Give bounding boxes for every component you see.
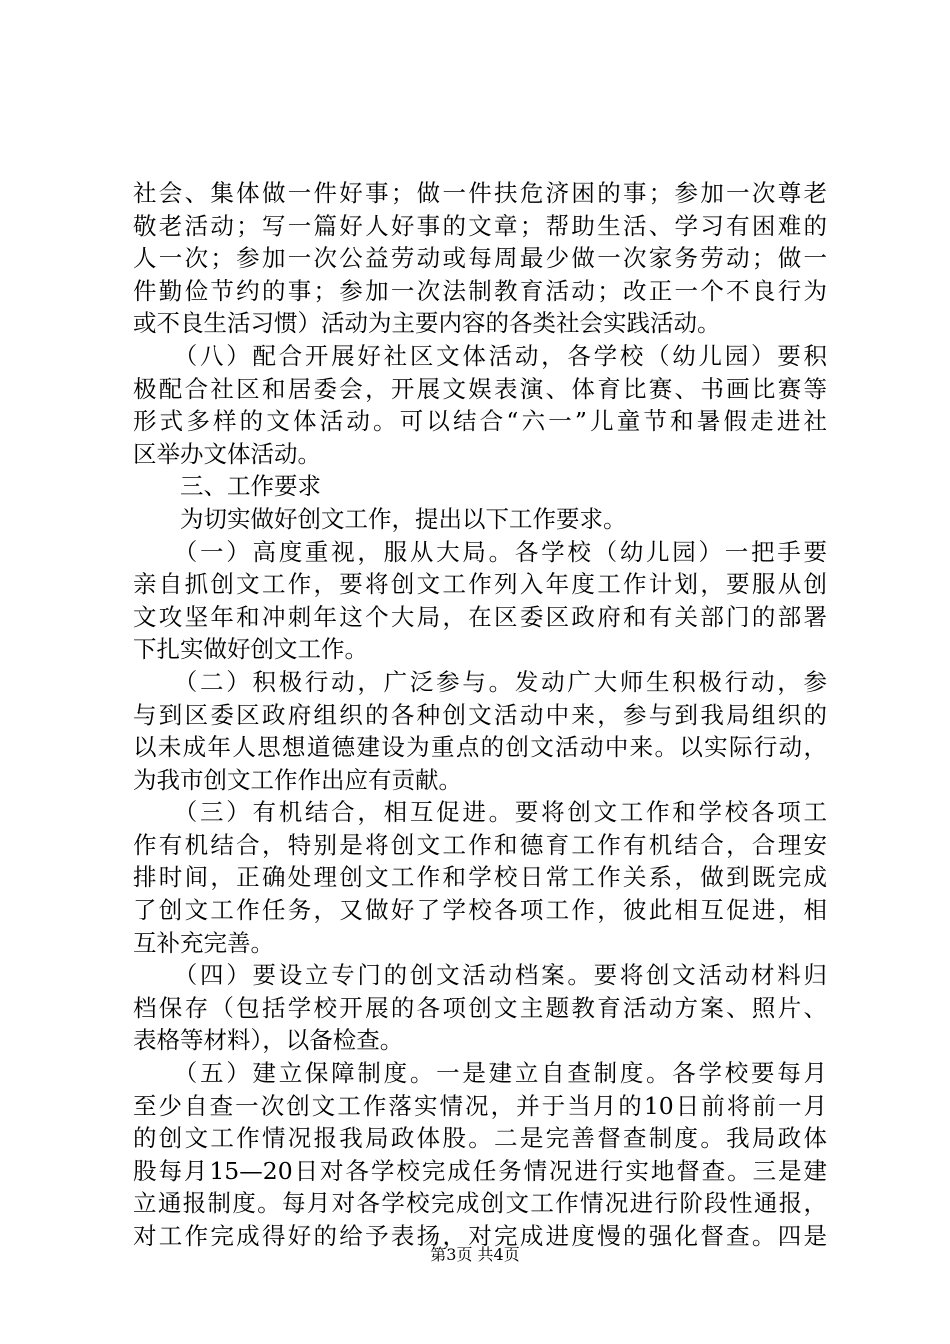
text-line: 敬老活动；写一篇好人好事的文章；帮助生活、学习有困难的 <box>133 211 827 240</box>
document-body <box>133 177 827 1253</box>
page-number-footer: 第3页 共4页 <box>430 1245 520 1264</box>
text-line: 或不良生活习惯）活动为主要内容的各类社会实践活动。 <box>133 309 721 338</box>
text-line: 立通报制度。每月对各学校完成创文工作情况进行阶段性通报， <box>133 1189 827 1218</box>
text-line: 人一次；参加一次公益劳动或每周最少做一次家务劳动；做一 <box>133 244 827 273</box>
text-line: 为切实做好创文工作，提出以下工作要求。 <box>133 504 627 533</box>
text-line: 文攻坚年和冲刺年这个大局，在区委区政府和有关部门的部署 <box>133 602 827 631</box>
text-line: 档保存（包括学校开展的各项创文主题教育活动方案、照片、 <box>133 993 827 1022</box>
text-line: 的创文工作情况报我局政体股。二是完善督查制度。我局政体 <box>133 1124 827 1153</box>
text-line: 互补充完善。 <box>133 928 274 957</box>
text-line: 至少自查一次创文工作落实情况，并于当月的10日前将前一月 <box>133 1091 827 1120</box>
text-line: （二）积极行动，广泛参与。发动广大师生积极行动，参 <box>133 667 827 696</box>
text-line: 极配合社区和居委会，开展文娱表演、体育比赛、书画比赛等 <box>133 374 827 403</box>
text-line: 排时间，正确处理创文工作和学校日常工作关系，做到既完成 <box>133 863 827 892</box>
text-line: （四）要设立专门的创文活动档案。要将创文活动材料归 <box>133 961 827 990</box>
text-line: 作有机结合，特别是将创文工作和德育工作有机结合，合理安 <box>133 830 827 859</box>
text-line: 以未成年人思想道德建设为重点的创文活动中来。以实际行动， <box>133 733 827 762</box>
text-line: 了创文工作任务，又做好了学校各项工作，彼此相互促进，相 <box>133 896 827 925</box>
text-line: 与到区委区政府组织的各种创文活动中来，参与到我局组织的 <box>133 700 827 729</box>
text-line: 表格等材料），以备检查。 <box>133 1026 404 1055</box>
text-line: 件勤俭节约的事；参加一次法制教育活动；改正一个不良行为 <box>133 276 827 305</box>
text-line: 下扎实做好创文工作。 <box>133 635 368 664</box>
text-line: 为我市创文工作作出应有贡献。 <box>133 765 462 794</box>
text-line: 对工作完成得好的给予表扬，对完成进度慢的强化督查。四是 <box>133 1222 827 1250</box>
text-line: （一）高度重视，服从大局。各学校（幼儿园）一把手要 <box>133 537 827 566</box>
section-heading: 三、工作要求 <box>133 472 321 501</box>
text-line: 亲自抓创文工作，要将创文工作列入年度工作计划，要服从创 <box>133 570 827 599</box>
text-line: （三）有机结合，相互促进。要将创文工作和学校各项工 <box>133 798 827 827</box>
text-line: 形式多样的文体活动。可以结合“六一”儿童节和暑假走进社 <box>133 407 827 436</box>
text-line: 股每月15—20日对各学校完成任务情况进行实地督查。三是建 <box>133 1156 827 1185</box>
text-line: （八）配合开展好社区文体活动，各学校（幼儿园）要积 <box>133 341 827 370</box>
text-line: （五）建立保障制度。一是建立自查制度。各学校要每月 <box>133 1059 827 1088</box>
text-line: 社会、集体做一件好事；做一件扶危济困的事；参加一次尊老 <box>133 179 827 207</box>
text-line: 区举办文体活动。 <box>133 439 321 468</box>
